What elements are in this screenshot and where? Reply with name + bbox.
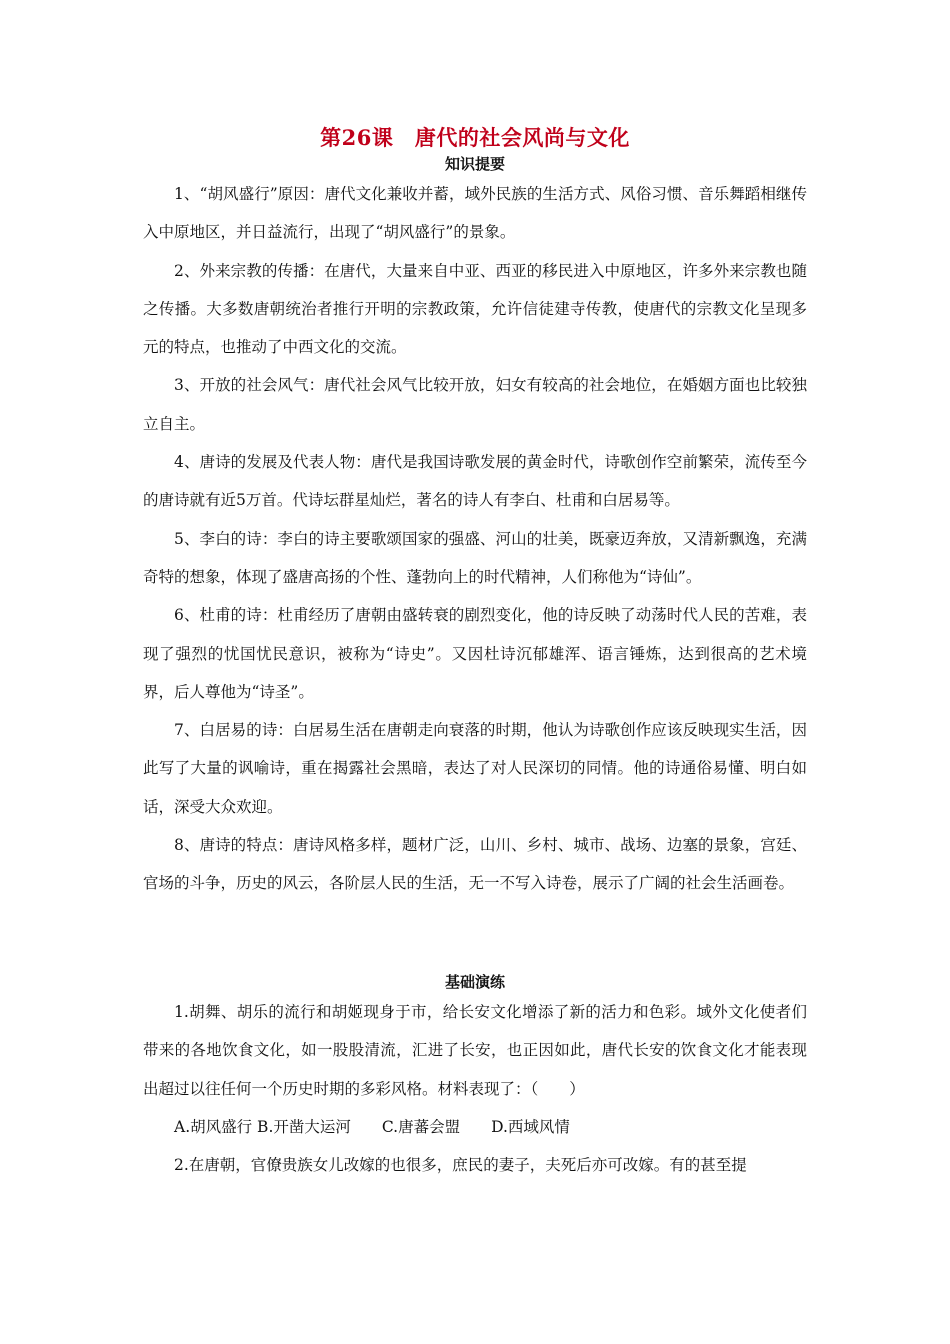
knowledge-item-8: 8、唐诗的特点：唐诗风格多样，题材广泛，山川、乡村、城市、战场、边塞的景象，宫廷、官场的斗争，历史的风云，各阶层人民的生活，无一不写入诗卷，展示了广阔的社会生活画卷。 bbox=[143, 836, 807, 893]
knowledge-heading: 知识提要 bbox=[444, 155, 505, 173]
basic-exercise-list bbox=[143, 993, 807, 1184]
knowledge-list bbox=[143, 175, 807, 903]
question-1-options: A.胡风盛行 B.开凿大运河 C.唐蕃会盟 D.西域风情 bbox=[174, 1117, 570, 1136]
knowledge-item-2: 2、外来宗教的传播：在唐代，大量来自中亚、西亚的移民进入中原地区，许多外来宗教也随之传播。大多数唐朝统治者推行开明的宗教政策，允许信徒建寺传教，使唐代的宗教文化呈现多元的特点，也推动了中西文化的交流。 bbox=[143, 261, 807, 357]
knowledge-item-5: 5、李白的诗：李白的诗主要歌颂国家的强盛、河山的壮美，既豪迈奔放，又清新飘逸，充满奇特的想象，体现了盛唐高扬的个性、蓬勃向上的时代精神，人们称他为“诗仙”。 bbox=[143, 529, 807, 586]
knowledge-item-1: 1、“胡风盛行”原因：唐代文化兼收并蓄，域外民族的生活方式、风俗习惯、音乐舞蹈相继传入中原地区，并日益流行，出现了“胡风盛行”的景象。 bbox=[143, 185, 807, 242]
knowledge-item-4: 4、唐诗的发展及代表人物：唐代是我国诗歌发展的黄金时代，诗歌创作空前繁荣，流传至今的唐诗就有近5万首。代诗坛群星灿烂，著名的诗人有李白、杜甫和白居易等。 bbox=[143, 453, 807, 510]
basic-exercise-heading: 基础演练 bbox=[444, 973, 505, 991]
question-2-text: 2.在唐朝，官僚贵族女儿改嫁的也很多，庶民的妻子，夫死后亦可改嫁。有的甚至提 bbox=[174, 1156, 747, 1175]
knowledge-item-6: 6、杜甫的诗：杜甫经历了唐朝由盛转衰的剧烈变化，他的诗反映了动荡时代人民的苦难，表现了强烈的忧国忧民意识，被称为“诗史”。又因杜诗沉郁雄浑、语言锤炼，达到很高的艺术境界，后人尊他为“诗圣”。 bbox=[143, 606, 807, 701]
page-title: 第26课 唐代的社会风尚与文化 bbox=[320, 125, 630, 150]
knowledge-item-3: 3、开放的社会风气：唐代社会风气比较开放，妇女有较高的社会地位，在婚姻方面也比较独立自主。 bbox=[143, 376, 807, 433]
knowledge-item-7: 7、白居易的诗：白居易生活在唐朝走向衰落的时期，他认为诗歌创作应该反映现实生活，因此写了大量的讽喻诗，重在揭露社会黑暗，表达了对人民深切的同情。他的诗通俗易懂、明白如话，深受大众欢迎。 bbox=[143, 721, 807, 816]
question-1-text: 1.胡舞、胡乐的流行和胡姬现身于市，给长安文化增添了新的活力和色彩。域外文化使者们带来的各地饮食文化，如一股股清流，汇进了长安，也正因如此，唐代长安的饮食文化才能表现出超过以往任何一个历史时期的多彩风格。材料表现了：（ ） bbox=[143, 1003, 807, 1098]
